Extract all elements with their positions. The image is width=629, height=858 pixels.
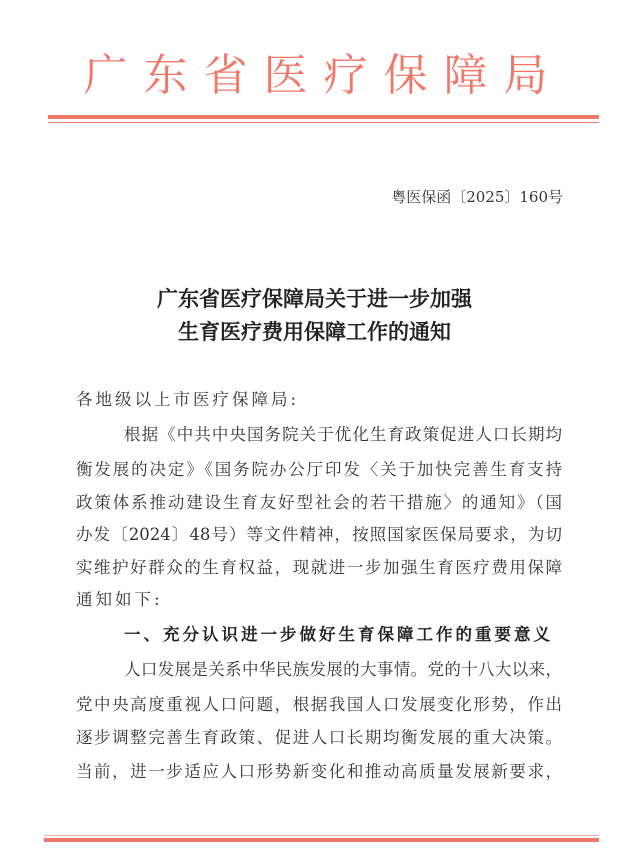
document-title-line2: 生育医疗费用保障工作的通知: [178, 319, 451, 344]
document-number: 粤医保函〔2025〕160号: [391, 188, 563, 206]
paragraph-line: 办发〔2024〕48号）等文件精神，按照国家医保局要求，为切: [76, 525, 562, 544]
footer-rule-thick: [44, 838, 599, 842]
paragraph-line: 政策体系推动建设生育友好型社会的若干措施〉的通知》（国: [76, 493, 562, 512]
paragraph-line: 通知如下:: [76, 590, 163, 609]
paragraph-line: 当前，进一步适应人口形势新变化和推动高质量发展新要求，: [76, 762, 562, 781]
paragraph-line: 党中央高度重视人口问题，根据我国人口发展变化形势，作出: [76, 695, 562, 714]
section-heading: 一、充分认识进一步做好生育保障工作的重要意义: [124, 625, 553, 644]
paragraph-line: 实维护好群众的生育权益，现就进一步加强生育医疗费用保障: [76, 558, 562, 577]
addressee: 各地级以上市医疗保障局:: [76, 390, 300, 409]
paragraph-line: 衡发展的决定》《国务院办公厅印发〈关于加快完善生育支持: [76, 460, 562, 479]
paragraph-line: 人口发展是关系中华民族发展的大事情。党的十八大以来，: [124, 660, 562, 679]
document-title-line1: 广东省医疗保障局关于进一步加强: [157, 286, 472, 311]
header-rule-thin: [48, 122, 599, 123]
footer-rule-thin: [44, 835, 599, 836]
paragraph-line: 逐步调整完善生育政策、促进人口长期均衡发展的重大决策。: [76, 728, 562, 747]
header-rule-thick: [48, 115, 599, 119]
paragraph-line: 根据《中共中央国务院关于优化生育政策促进人口长期均: [124, 425, 562, 444]
agency-header: 广东省医疗保障局: [83, 50, 564, 101]
